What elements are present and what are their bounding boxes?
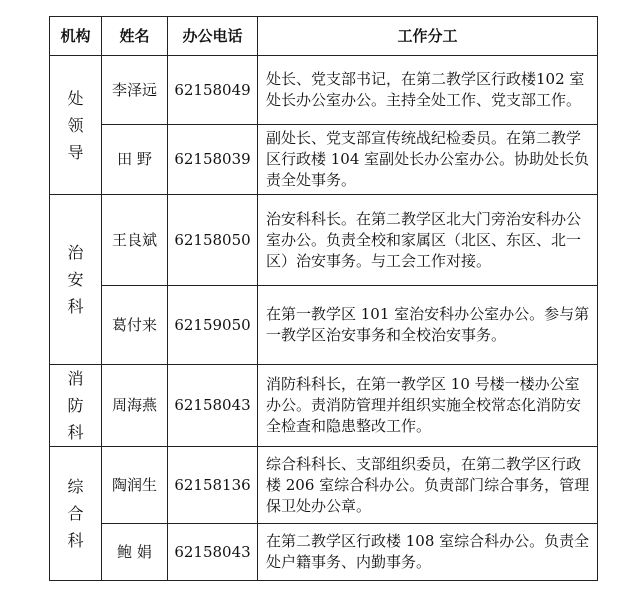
duty-cell: 治安科科长。在第二教学区北大门旁治安科办公室办公。负责全校和家属区（北区、东区、北一区）治安事务。与工会工作对接。 — [258, 195, 598, 286]
table-row — [50, 195, 598, 286]
table-row — [50, 56, 598, 125]
name-cell: 王良斌 — [102, 195, 168, 286]
table-row — [50, 447, 598, 524]
dept-label: 处领导 — [67, 88, 84, 162]
header-duty: 工作分工 — [258, 17, 598, 56]
table-header-row — [50, 17, 598, 56]
dept-cell-fire — [50, 365, 102, 447]
table-row — [50, 365, 598, 447]
table-row — [50, 125, 598, 195]
name-cell: 田 野 — [102, 125, 168, 195]
phone-cell: 62158049 — [168, 56, 258, 125]
name-cell: 周海燕 — [102, 365, 168, 447]
dept-label: 消防科 — [67, 369, 84, 442]
name-cell: 李泽远 — [102, 56, 168, 125]
header-dept: 机构 — [50, 17, 102, 56]
name-cell: 陶润生 — [102, 447, 168, 524]
phone-cell: 62158039 — [168, 125, 258, 195]
dept-label: 综合科 — [67, 477, 84, 550]
header-name: 姓名 — [102, 17, 168, 56]
table-row — [50, 286, 598, 365]
dept-label: 治安科 — [67, 243, 84, 316]
staff-duty-table — [49, 16, 598, 581]
dept-cell-security — [50, 195, 102, 365]
duty-cell: 处长、党支部书记，在第二教学区行政楼102 室处长办公室办公。主持全处工作、党支部工作。 — [258, 56, 598, 125]
staff-table-wrapper — [49, 16, 598, 581]
phone-cell: 62158043 — [168, 365, 258, 447]
phone-cell: 62159050 — [168, 286, 258, 365]
duty-cell: 综合科科长、支部组织委员，在第二教学区行政楼 206 室综合科办公。负责部门综合事务，管理保卫处办公章。 — [258, 447, 598, 524]
header-phone: 办公电话 — [168, 17, 258, 56]
dept-cell-leadership — [50, 56, 102, 195]
name-cell: 葛付来 — [102, 286, 168, 365]
duty-cell: 消防科科长，在第一教学区 10 号楼一楼办公室办公。责消防管理并组织实施全校常态化消防安全检查和隐患整改工作。 — [258, 365, 598, 447]
dept-cell-general — [50, 447, 102, 581]
phone-cell: 62158043 — [168, 524, 258, 581]
duty-cell: 在第一教学区 101 室治安科办公室办公。参与第一教学区治安事务和全校治安事务。 — [258, 286, 598, 365]
phone-cell: 62158136 — [168, 447, 258, 524]
name-cell: 鲍 娟 — [102, 524, 168, 581]
table-row — [50, 524, 598, 581]
duty-cell: 在第二教学区行政楼 108 室综合科办公。负责全处户籍事务、内勤事务。 — [258, 524, 598, 581]
duty-cell: 副处长、党支部宣传统战纪检委员。在第二教学区行政楼 104 室副处长办公室办公。协助处长负责全处事务。 — [258, 125, 598, 195]
phone-cell: 62158050 — [168, 195, 258, 286]
